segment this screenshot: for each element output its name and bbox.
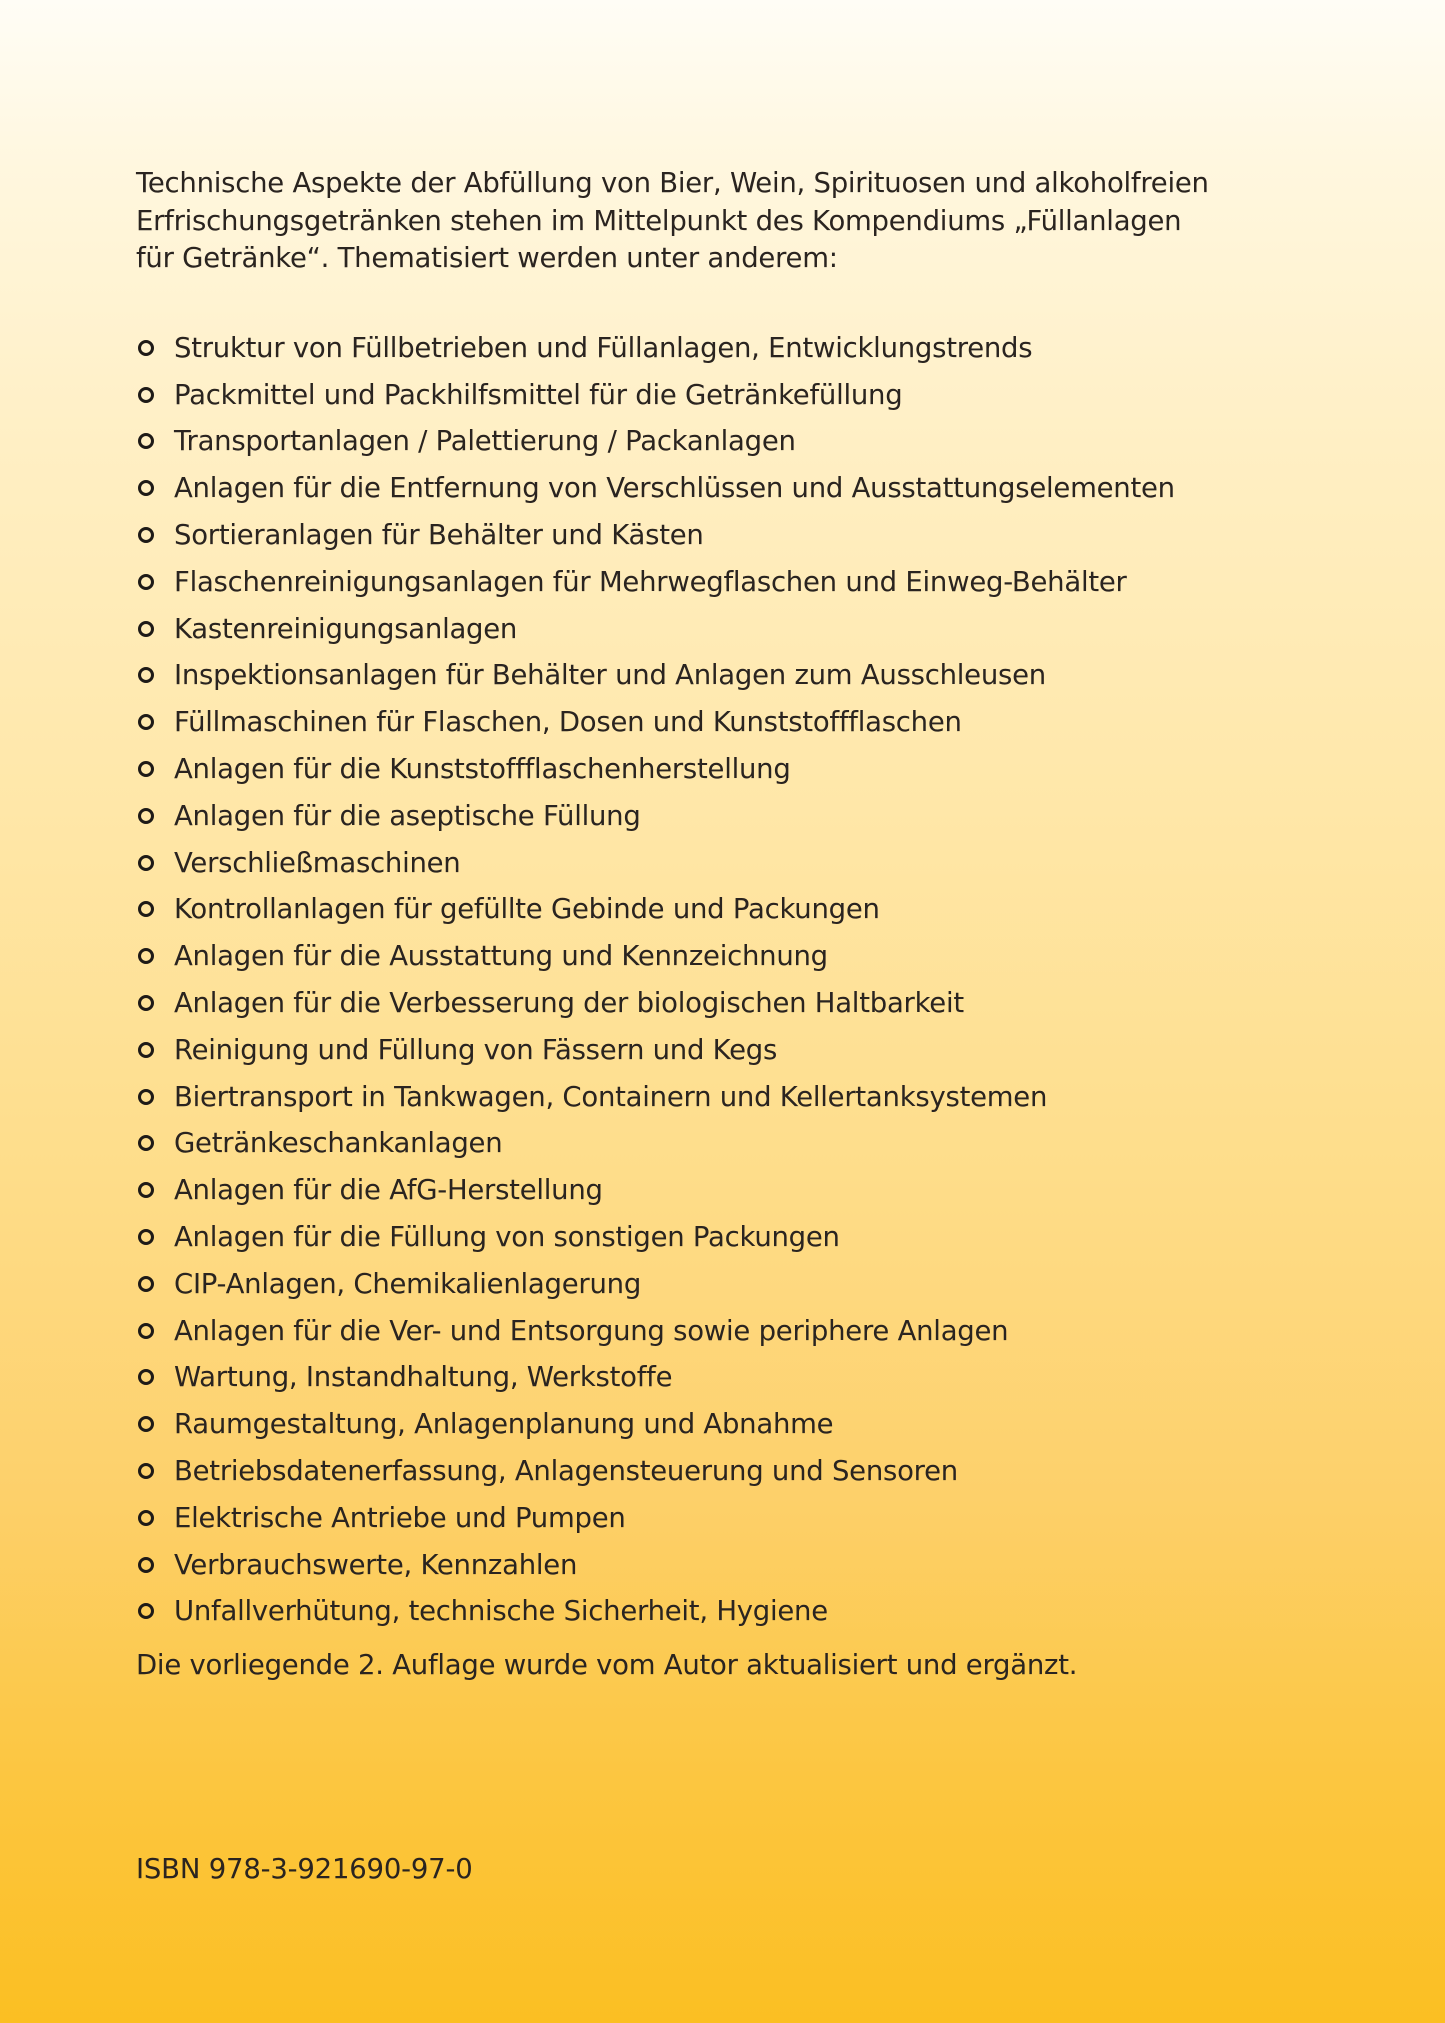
topic-list-item (136, 933, 1316, 980)
topic-list-item (136, 371, 1316, 418)
circle-bullet-icon (138, 1557, 154, 1573)
topic-label: Anlagen für die Füllung von sonstigen Packungen (174, 1221, 840, 1254)
circle-bullet-icon (138, 995, 154, 1011)
topic-list-item (136, 652, 1316, 699)
topic-label: Sortieranlagen für Behälter und Kästen (174, 519, 704, 552)
circle-bullet-icon (138, 1042, 154, 1058)
topic-list-item (136, 792, 1316, 839)
topic-list-item (136, 1307, 1316, 1354)
circle-bullet-icon (138, 387, 154, 403)
edition-note: Die vorliegende 2. Auflage wurde vom Autor aktualisiert und ergänzt. (136, 1648, 1078, 1681)
circle-bullet-icon (138, 1510, 154, 1526)
topic-label: Elektrische Antriebe und Pumpen (174, 1501, 626, 1534)
cover-text-block (136, 165, 1316, 1681)
topic-list-item (136, 1448, 1316, 1495)
intro-line: Technische Aspekte der Abfüllung von Bier, Wein, Spirituosen und alkoholfreien (136, 167, 1209, 199)
circle-bullet-icon (138, 1135, 154, 1151)
topic-list-item (136, 1588, 1316, 1635)
topic-label: Verbrauchswerte, Kennzahlen (174, 1548, 578, 1581)
circle-bullet-icon (138, 1182, 154, 1198)
circle-bullet-icon (138, 1603, 154, 1619)
topic-list-item (136, 1541, 1316, 1588)
topic-label: Raumgestaltung, Anlagenplanung und Abnahme (174, 1408, 834, 1441)
topic-label: Anlagen für die AfG-Herstellung (174, 1174, 603, 1207)
circle-bullet-icon (138, 527, 154, 543)
topic-list-item (136, 1026, 1316, 1073)
circle-bullet-icon (138, 901, 154, 917)
topic-list-item (136, 605, 1316, 652)
circle-bullet-icon (138, 1089, 154, 1105)
topic-label: Flaschenreinigungsanlagen für Mehrwegflaschen und Einweg-Behälter (174, 565, 1127, 598)
topic-label: Packmittel und Packhilfsmittel für die Getränkefüllung (174, 378, 903, 411)
topic-label: Unfallverhütung, technische Sicherheit, Hygiene (174, 1595, 828, 1628)
circle-bullet-icon (138, 855, 154, 871)
topic-list-item (136, 558, 1316, 605)
topic-label: Anlagen für die Verbesserung der biologischen Haltbarkeit (174, 987, 964, 1020)
circle-bullet-icon (138, 480, 154, 496)
circle-bullet-icon (138, 1323, 154, 1339)
topic-label: Anlagen für die Entfernung von Verschlüssen und Ausstattungselementen (174, 472, 1175, 505)
topic-list-item (136, 1354, 1316, 1401)
topic-list-item (136, 746, 1316, 793)
topic-list-item (136, 1401, 1316, 1448)
circle-bullet-icon (138, 714, 154, 730)
topic-list (136, 325, 1316, 1635)
topic-label: Struktur von Füllbetrieben und Füllanlagen, Entwicklungstrends (174, 331, 1033, 364)
topic-list-item (136, 1120, 1316, 1167)
topic-label: Getränkeschankanlagen (174, 1127, 503, 1160)
topic-list-item (136, 1214, 1316, 1261)
topic-label: Kontrollanlagen für gefüllte Gebinde und Packungen (174, 893, 880, 926)
topic-list-item (136, 980, 1316, 1027)
topic-list-item (136, 839, 1316, 886)
topic-list-item (136, 512, 1316, 559)
circle-bullet-icon (138, 667, 154, 683)
topic-label: Biertransport in Tankwagen, Containern und Kellertanksystemen (174, 1080, 1048, 1113)
circle-bullet-icon (138, 761, 154, 777)
topic-list-item (136, 1260, 1316, 1307)
topic-label: Anlagen für die Ausstattung und Kennzeichnung (174, 940, 828, 973)
topic-list-item (136, 699, 1316, 746)
circle-bullet-icon (138, 808, 154, 824)
topic-label: Inspektionsanlagen für Behälter und Anlagen zum Ausschleusen (174, 659, 1046, 692)
circle-bullet-icon (138, 621, 154, 637)
topic-label: Anlagen für die Ver- und Entsorgung sowie periphere Anlagen (174, 1314, 1009, 1347)
circle-bullet-icon (138, 948, 154, 964)
circle-bullet-icon (138, 574, 154, 590)
topic-label: Füllmaschinen für Flaschen, Dosen und Kunststoffflaschen (174, 706, 962, 739)
topic-list-item (136, 465, 1316, 512)
topic-label: Kastenreinigungsanlagen (174, 612, 518, 645)
topic-label: CIP-Anlagen, Chemikalienlagerung (174, 1267, 642, 1300)
intro-paragraph (136, 165, 1316, 278)
circle-bullet-icon (138, 1276, 154, 1292)
circle-bullet-icon (138, 1416, 154, 1432)
topic-label: Transportanlagen / Palettierung / Packanlagen (174, 425, 796, 458)
topic-label: Betriebsdatenerfassung, Anlagensteuerung und Sensoren (174, 1455, 958, 1488)
topic-label: Reinigung und Füllung von Fässern und Kegs (174, 1033, 778, 1066)
topic-list-item (136, 1073, 1316, 1120)
topic-label: Verschließmaschinen (174, 846, 461, 879)
circle-bullet-icon (138, 433, 154, 449)
intro-line: Erfrischungsgetränken stehen im Mittelpunkt des Kompendiums „Füllanlagen (136, 204, 1182, 237)
topic-list-item (136, 886, 1316, 933)
isbn-number: ISBN 978-3-921690-97-0 (136, 1853, 473, 1885)
topic-label: Anlagen für die Kunststoffflaschenherstellung (174, 753, 791, 786)
circle-bullet-icon (138, 1369, 154, 1385)
topic-label: Anlagen für die aseptische Füllung (174, 799, 641, 832)
topic-list-item (136, 1494, 1316, 1541)
topic-list-item (136, 418, 1316, 465)
topic-list-item (136, 325, 1316, 372)
circle-bullet-icon (138, 340, 154, 356)
topic-label: Wartung, Instandhaltung, Werkstoffe (174, 1361, 673, 1394)
circle-bullet-icon (138, 1463, 154, 1479)
topic-list-item (136, 1167, 1316, 1214)
intro-line: für Getränke“. Thematisiert werden unter anderem: (136, 242, 838, 274)
circle-bullet-icon (138, 1229, 154, 1245)
